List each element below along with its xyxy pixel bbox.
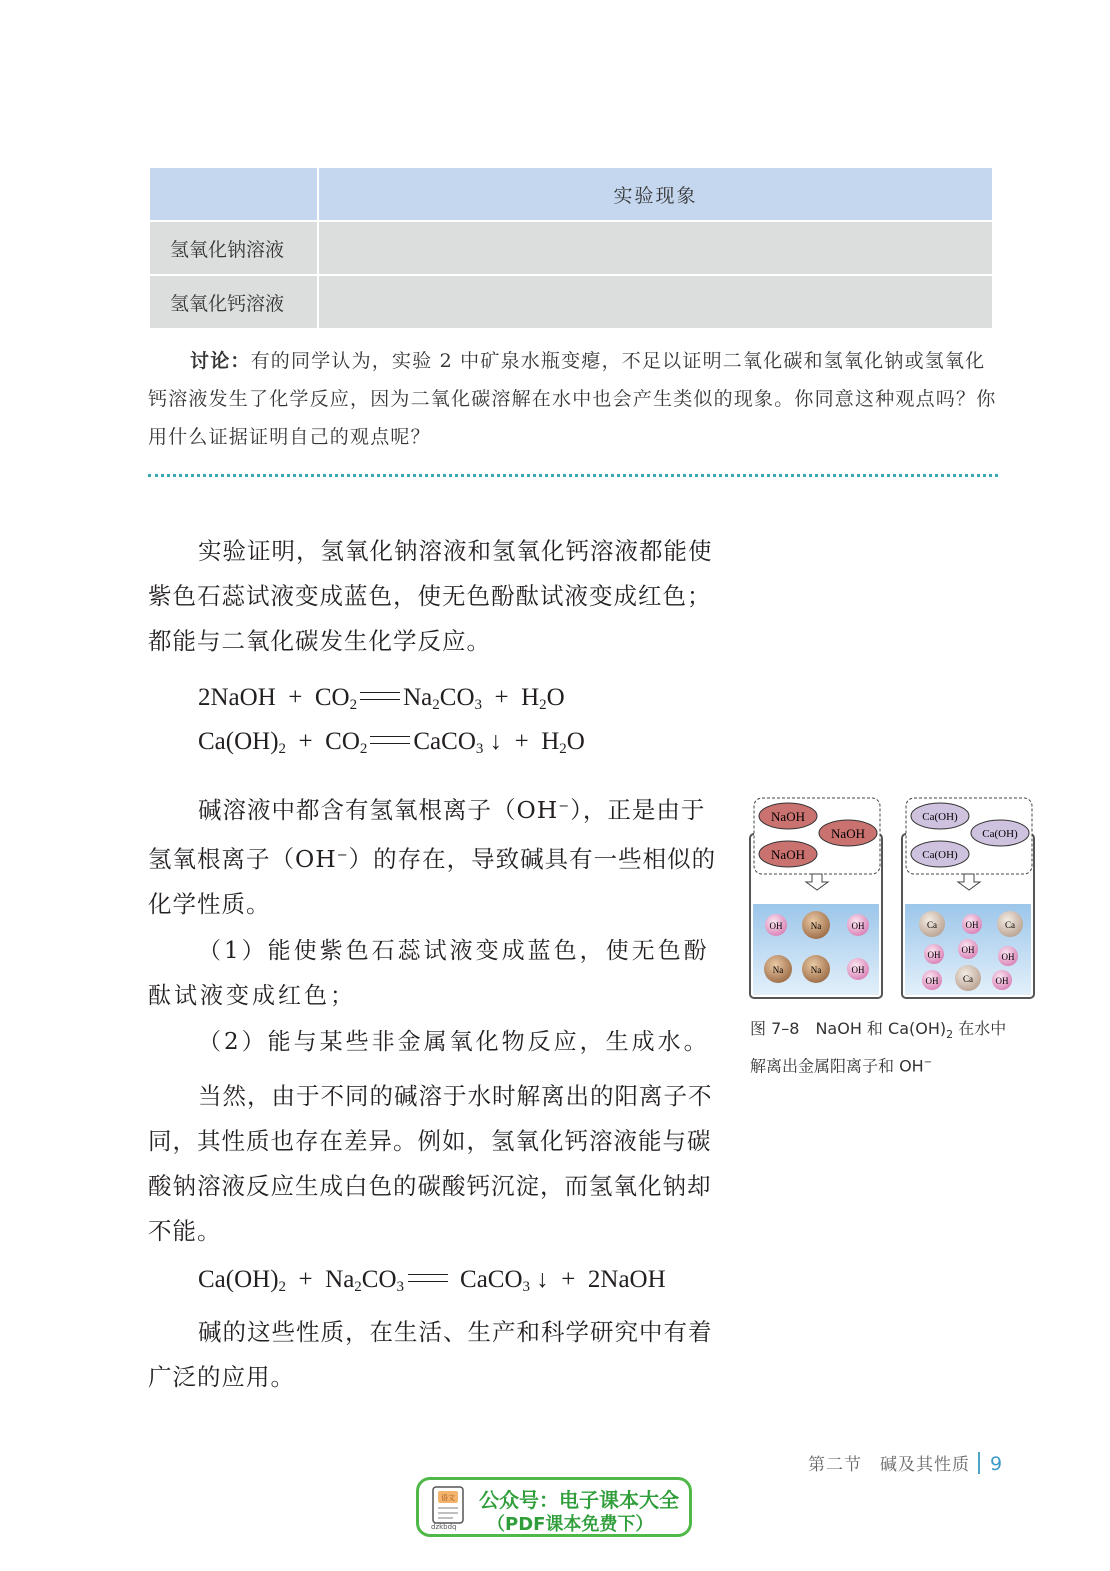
naoh-label: NaOH: [771, 809, 805, 824]
eq3-caco: CaCO: [460, 1266, 523, 1293]
eq1-equals: [360, 692, 400, 700]
eq1-co: CO: [439, 684, 475, 711]
naoh-label: NaOH: [831, 826, 865, 841]
paragraph-1: [148, 529, 720, 664]
equation-2: [198, 728, 585, 758]
eq1-na: Na: [403, 684, 433, 711]
badge-title: 公众号：电子课本大全: [479, 1488, 679, 1512]
dotted-divider: [148, 474, 998, 477]
oh-label: OH: [961, 945, 975, 955]
property-item-1-text: （1）能使紫色石蕊试液变成蓝色，使无色酚酞试液变成红色；: [148, 938, 710, 1009]
badge-subtitle: （PDF课本免费下）: [487, 1514, 654, 1535]
eq2-plus: +: [298, 728, 313, 755]
eq1-plus: +: [494, 684, 509, 711]
page-footer: [808, 1450, 1003, 1475]
eq3-caoh: Ca(OH): [198, 1266, 279, 1293]
ca-label: Ca: [963, 974, 973, 984]
eq3-na: Na: [325, 1266, 355, 1293]
paragraph-4-text: 碱的这些性质，在生活、生产和科学研究中有着广泛的应用。: [148, 1318, 713, 1391]
eq2-sub: 2: [359, 741, 368, 757]
oh-label: OH: [927, 950, 941, 960]
discussion-label: 讨论：: [190, 350, 251, 372]
discussion-block: [148, 342, 998, 456]
eq1-h: H: [521, 684, 540, 711]
paragraph-2-part-3: ）的存在，导致碱具有一些相似的化学性质。: [148, 845, 717, 918]
table-row-value: [318, 275, 993, 329]
paragraph-3: [148, 1074, 720, 1254]
figure-caption: [750, 1015, 1050, 1081]
table-row: [149, 221, 993, 275]
footer-separator: [978, 1452, 980, 1474]
oh-label: OH: [965, 920, 979, 930]
caption-sup: −: [923, 1057, 933, 1069]
eq3-precipitate-arrow: ↓: [536, 1266, 549, 1293]
paragraph-1-text: 实验证明，氢氧化钠溶液和氢氧化钙溶液都能使紫色石蕊试液变成蓝色，使无色酚酞试液变成红色；都能与二氧化碳发生化学反应。: [148, 537, 713, 655]
paragraph-2-part-2: ），正是由于氢氧根离子（OH: [148, 796, 706, 873]
eq1-sub: 3: [474, 697, 482, 713]
paragraph-2-part-1: 碱溶液中都含有氢氧根离子（OH: [198, 796, 559, 824]
dissociation-figure: [746, 794, 1040, 1002]
page-number: 9: [990, 1453, 1004, 1475]
na-label: Na: [810, 965, 822, 975]
oh-charge: −: [558, 799, 571, 814]
eq2-plus: +: [514, 728, 529, 755]
section-title: 第二节 碱及其性质: [808, 1455, 970, 1475]
eq1-plus: +: [288, 684, 303, 711]
oh-label: OH: [851, 965, 865, 975]
eq2-o: O: [566, 728, 585, 755]
eq1-sub: 2: [539, 697, 547, 713]
eq2-co2: CO: [325, 728, 360, 755]
down-arrow-icon: [806, 874, 828, 890]
property-item-2: [148, 1020, 720, 1065]
caption-sub: 2: [946, 1028, 954, 1042]
caption-part-1: 图 7–8 NaOH 和 Ca(OH): [750, 1019, 947, 1038]
eq2-sub: 2: [278, 741, 287, 757]
promo-badge: [416, 1477, 692, 1537]
eq3-sub: 3: [522, 1279, 531, 1295]
caoh-beaker: [902, 798, 1034, 998]
eq3-plus: +: [298, 1266, 313, 1293]
ca-label: Ca: [1005, 920, 1015, 930]
table-row-label: 氢氧化钙溶液: [149, 275, 318, 329]
eq1-sub: 2: [349, 697, 358, 713]
oh-charge: −: [336, 848, 349, 863]
equation-1: [198, 684, 565, 714]
caoh-label: Ca(OH): [922, 811, 958, 823]
ca-label: Ca: [927, 920, 937, 930]
oh-label: OH: [769, 921, 783, 931]
eq2-equals: [370, 736, 410, 744]
eq2-precipitate-arrow: ↓: [489, 728, 503, 755]
eq1-o: O: [546, 684, 565, 711]
eq1-sub: 2: [432, 697, 440, 713]
eq3-sub: 3: [396, 1279, 405, 1295]
table-header-row: [149, 167, 993, 221]
eq3-co: CO: [361, 1266, 397, 1293]
table-header-cell: [149, 167, 318, 221]
eq1-naoh: 2NaOH: [198, 684, 276, 711]
table-row: [149, 275, 993, 329]
property-item-2-text: （2）能与某些非金属氧化物反应，生成水。: [198, 1029, 710, 1055]
table-row-value: [318, 221, 993, 275]
badge-logo-text: dzkbdq: [431, 1523, 457, 1531]
oh-label: OH: [925, 976, 939, 986]
caption-part-3: 解离出金属阳离子和 OH: [750, 1056, 924, 1076]
table-row-label: 氢氧化钠溶液: [149, 221, 318, 275]
svg-text:语文: 语文: [441, 1494, 455, 1502]
eq2-caoh: Ca(OH): [198, 728, 279, 755]
eq3-naoh: 2NaOH: [587, 1266, 666, 1293]
eq3-equals: [408, 1274, 448, 1282]
oh-label: OH: [851, 921, 865, 931]
discussion-text: 有的同学认为，实验 2 中矿泉水瓶变瘪，不足以证明二氧化碳和氢氧化钠或氢氧化钙溶液发生了化学反应，因为二氧化碳溶解在水中也会产生类似的现象。你同意这种观点吗？你用什么证据证明自己的观点呢？: [148, 350, 997, 448]
eq3-plus: +: [561, 1266, 576, 1293]
eq2-sub: 3: [475, 741, 484, 757]
naoh-beaker: [750, 798, 882, 998]
table-header-phenomenon: 实验现象: [318, 167, 993, 221]
eq3-sub: 2: [278, 1279, 287, 1295]
eq1-co2: CO: [314, 684, 350, 711]
caoh-label: Ca(OH): [922, 849, 958, 861]
paragraph-3-text: 当然，由于不同的碱溶于水时解离出的阳离子不同，其性质也存在差异。例如，氢氧化钙溶液能与碳酸钠溶液反应生成白色的碳酸钙沉淀，而氢氧化钠却不能。: [148, 1082, 713, 1245]
eq3-sub: 2: [354, 1279, 362, 1295]
caoh-label: Ca(OH): [982, 828, 1018, 840]
naoh-label: NaOH: [771, 847, 805, 862]
eq2-h: H: [541, 728, 560, 755]
property-item-1: [148, 929, 720, 1019]
experiment-table: [148, 166, 994, 330]
oh-label: OH: [1001, 952, 1015, 962]
na-label: Na: [772, 965, 784, 975]
paragraph-2: [148, 784, 720, 927]
paragraph-4: [148, 1310, 720, 1400]
na-label: Na: [810, 921, 822, 931]
oh-label: OH: [995, 976, 1009, 986]
eq2-sub: 2: [559, 741, 567, 757]
eq2-caco: CaCO: [413, 728, 476, 755]
caption-part-2: 在水中: [953, 1019, 1007, 1038]
down-arrow-icon: [958, 874, 980, 890]
equation-3: [198, 1266, 666, 1296]
